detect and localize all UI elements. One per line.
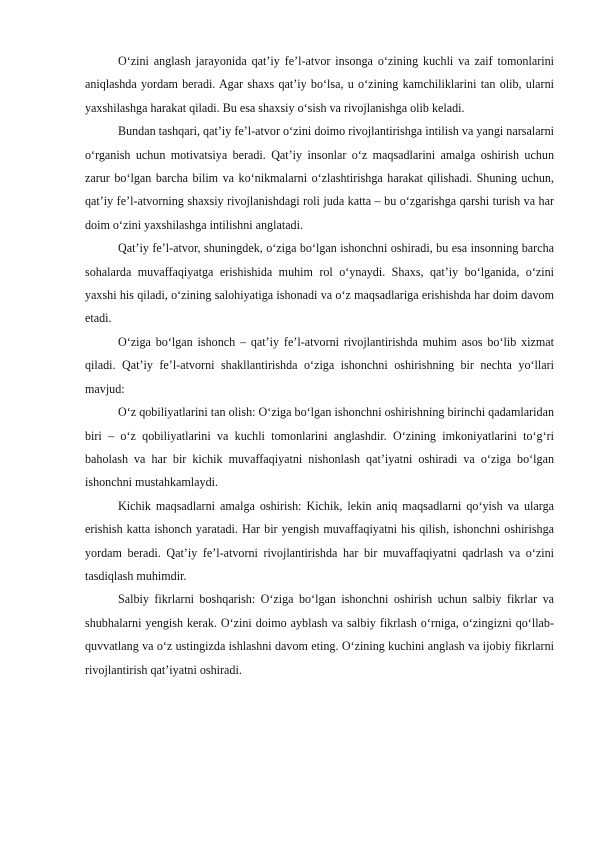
paragraph-self-confidence: Qat’iy fe’l-atvor, shuningdek, o‘ziga bo‘lgan ishonchni oshiradi, bu esa insonning barcha sohalarda muvaffaqiyatga erishishida muhim rol o‘ynaydi. Shaxs, qat’iy bo‘lganida, o‘zini yaxshi his qiladi, o‘zining salohiyatiga ishonadi va o‘z maqsadlariga erishishda har doim davom etadi. [85,241,554,326]
paragraph-self-awareness: O‘zini anglash jarayonida qat’iy fe’l-atvor insonga o‘zining kuchli va zaif tomonlarini aniqlashda yordam beradi. Agar shaxs qat’iy bo‘lsa, u o‘zining kamchiliklarini tan olib, ularni yaxshilashga harakat qiladi. Bu esa shaxsiy o‘sish va rivojlanishga olib keladi. [85,54,554,115]
paragraph-confidence-basis: O‘ziga bo‘lgan ishonch – qat’iy fe’l-atvorni rivojlantirishda muhim asos bo‘lib xizmat qiladi. Qat’iy fe’l-atvorni shakllantirishda o‘ziga ishonchni oshirishning bir nechta yo‘llari mavjud: [85,334,554,396]
document-page [85,50,554,682]
paragraph-negative-thoughts: Salbiy fikrlarni boshqarish: O‘ziga bo‘lgan ishonchni oshirish uchun salbiy fikrlar va shubhalarni yengish kerak. O‘zini doimo ayblash va salbiy fikrlash o‘rniga, o‘zingizni qo‘llab-quvvatlang va o‘z ustingizda ishlashni davom eting. O‘zining kuchini anglash va ijobiy fikrlarni rivojlantirish qat’iyatni oshiradi. [85,592,554,677]
paragraph-motivation: Bundan tashqari, qat’iy fe’l-atvor o‘zini doimo rivojlantirishga intilish va yangi narsalarni o‘rganish uchun motivatsiya beradi. Qat’iy insonlar o‘z maqsadlarini amalga oshirish uchun zarur bo‘lgan barcha bilim va ko‘nikmalarni o‘zlashtirishga harakat qilishadi. Shuning uchun, qat’iy fe’l-atvorning shaxsiy rivojlanishdagi roli juda katta – bu o‘zgarishga qarshi turish va har doim o‘zini yaxshilashga intilishni anglatadi. [85,124,554,232]
paragraph-recognize-abilities: O‘z qobiliyatlarini tan olish: O‘ziga bo‘lgan ishonchni oshirishning birinchi qadamlaridan biri – o‘z qobiliyatlarini va kuchli tomonlarini anglashdir. O‘zining imkoniyatlarini to‘g‘ri baholash va har bir kichik muvaffaqiyatni nishonlash qat’iyatni oshiradi va o‘ziga bo‘lgan ishonchni mustahkamlaydi. [85,405,554,490]
paragraph-small-goals: Kichik maqsadlarni amalga oshirish: Kichik, lekin aniq maqsadlarni qo‘yish va ularga erishish katta ishonch yaratadi. Har bir yengish muvaffaqiyatni his qilish, ishonchni oshirishga yordam beradi. Qat’iy fe’l-atvorni rivojlantirishda har bir muvaffaqiyatni qadrlash va o‘zini tasdiqlash muhimdir. [85,498,554,583]
